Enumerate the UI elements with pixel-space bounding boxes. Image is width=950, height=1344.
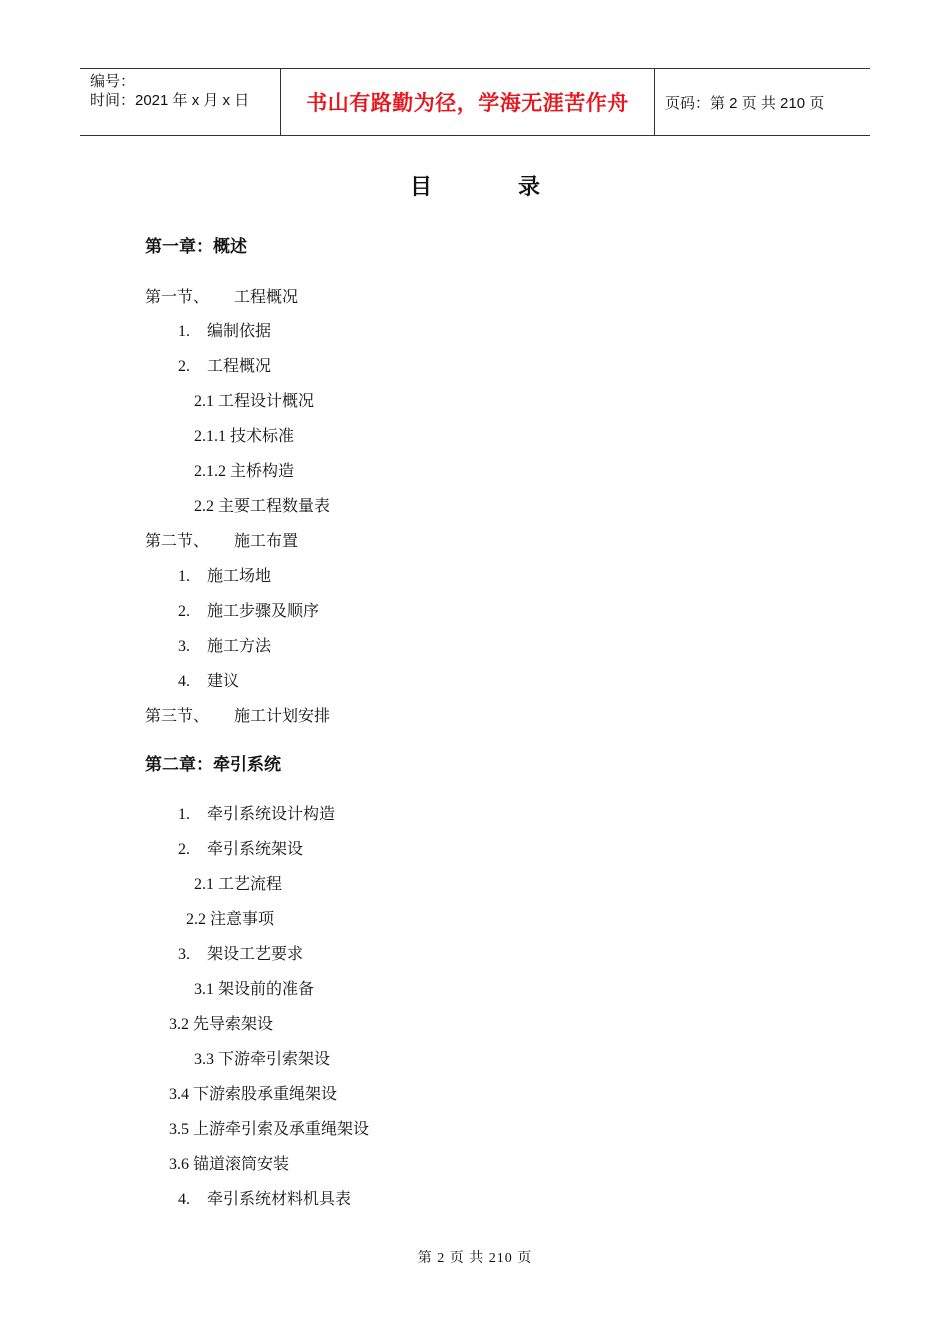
item-number: 3.	[178, 946, 190, 963]
toc-section-3[interactable]	[145, 707, 330, 727]
item-number: 1.	[178, 806, 190, 823]
page-footer: 第 2 页 共 210 页	[417, 1251, 533, 1266]
toc-subitem[interactable]: 2.2 主要工程数量表	[194, 498, 331, 515]
toc-subitem[interactable]: 2.1 工程设计概况	[194, 393, 315, 410]
item-title: 工程概况	[207, 358, 272, 375]
toc-item[interactable]	[178, 322, 271, 342]
section-label: 第三节、	[145, 708, 210, 725]
item-title: 牵引系统材料机具表	[207, 1191, 352, 1208]
header-motto: 书山有路勤为径，学海无涯苦作舟	[281, 69, 655, 135]
toc-item[interactable]	[178, 945, 303, 965]
toc-item[interactable]	[178, 672, 239, 692]
item-title: 施工步骤及顺序	[207, 603, 320, 620]
section-label: 第二节、	[145, 533, 210, 550]
toc-subitem[interactable]: 3.6 锚道滚筒安装	[169, 1156, 290, 1173]
item-title: 架设工艺要求	[207, 946, 304, 963]
toc-item[interactable]	[178, 567, 271, 587]
toc-section-2[interactable]	[145, 532, 298, 552]
item-title: 施工场地	[207, 568, 272, 585]
item-number: 1.	[178, 323, 190, 340]
toc-item[interactable]	[178, 602, 319, 622]
item-title: 牵引系统架设	[207, 841, 304, 858]
toc-section-1[interactable]	[145, 288, 298, 308]
toc-subitem[interactable]: 3.1 架设前的准备	[194, 981, 315, 998]
header-page-info: 页码：第 2 页 共 210 页	[665, 94, 825, 112]
toc-title-right: 录	[518, 175, 541, 200]
item-number: 4.	[178, 1191, 190, 1208]
item-number: 2.	[178, 841, 190, 858]
item-number: 2.	[178, 603, 190, 620]
page-header	[80, 68, 870, 136]
toc-subitem[interactable]: 2.1.1 技术标准	[194, 428, 295, 445]
toc-subitem[interactable]: 3.3 下游牵引索架设	[194, 1051, 331, 1068]
toc-title-left: 目	[409, 175, 432, 200]
toc-title	[0, 170, 950, 201]
toc-item[interactable]	[178, 805, 335, 825]
toc-subitem[interactable]: 3.4 下游索股承重绳架设	[169, 1086, 338, 1103]
section-label: 第一节、	[145, 289, 210, 306]
toc-item[interactable]	[178, 840, 303, 860]
section-title: 施工计划安排	[234, 708, 331, 725]
section-title: 工程概况	[234, 289, 299, 306]
toc-chapter-2[interactable]: 第二章：牵引系统	[145, 755, 281, 775]
item-title: 施工方法	[207, 638, 272, 655]
item-title: 建议	[207, 673, 240, 690]
section-title: 施工布置	[234, 533, 299, 550]
toc-item[interactable]	[178, 637, 271, 657]
item-title: 牵引系统设计构造	[207, 806, 336, 823]
toc-subitem[interactable]: 3.2 先导索架设	[169, 1016, 274, 1033]
item-title: 编制依据	[207, 323, 272, 340]
item-number: 3.	[178, 638, 190, 655]
toc-subitem[interactable]: 2.1.2 主桥构造	[194, 463, 295, 480]
toc-subitem[interactable]: 2.1 工艺流程	[194, 876, 283, 893]
document-date: 时间：2021 年 x 月 x 日	[90, 92, 250, 109]
toc-chapter-1[interactable]: 第一章：概述	[145, 237, 247, 257]
item-number: 4.	[178, 673, 190, 690]
header-meta	[80, 69, 281, 135]
item-number: 1.	[178, 568, 190, 585]
toc-item[interactable]	[178, 357, 271, 377]
toc-item[interactable]	[178, 1190, 351, 1210]
document-number-label: 编号：	[90, 73, 136, 90]
toc-subitem[interactable]: 3.5 上游牵引索及承重绳架设	[169, 1121, 370, 1138]
toc-subitem[interactable]: 2.2 注意事项	[186, 911, 275, 928]
item-number: 2.	[178, 358, 190, 375]
